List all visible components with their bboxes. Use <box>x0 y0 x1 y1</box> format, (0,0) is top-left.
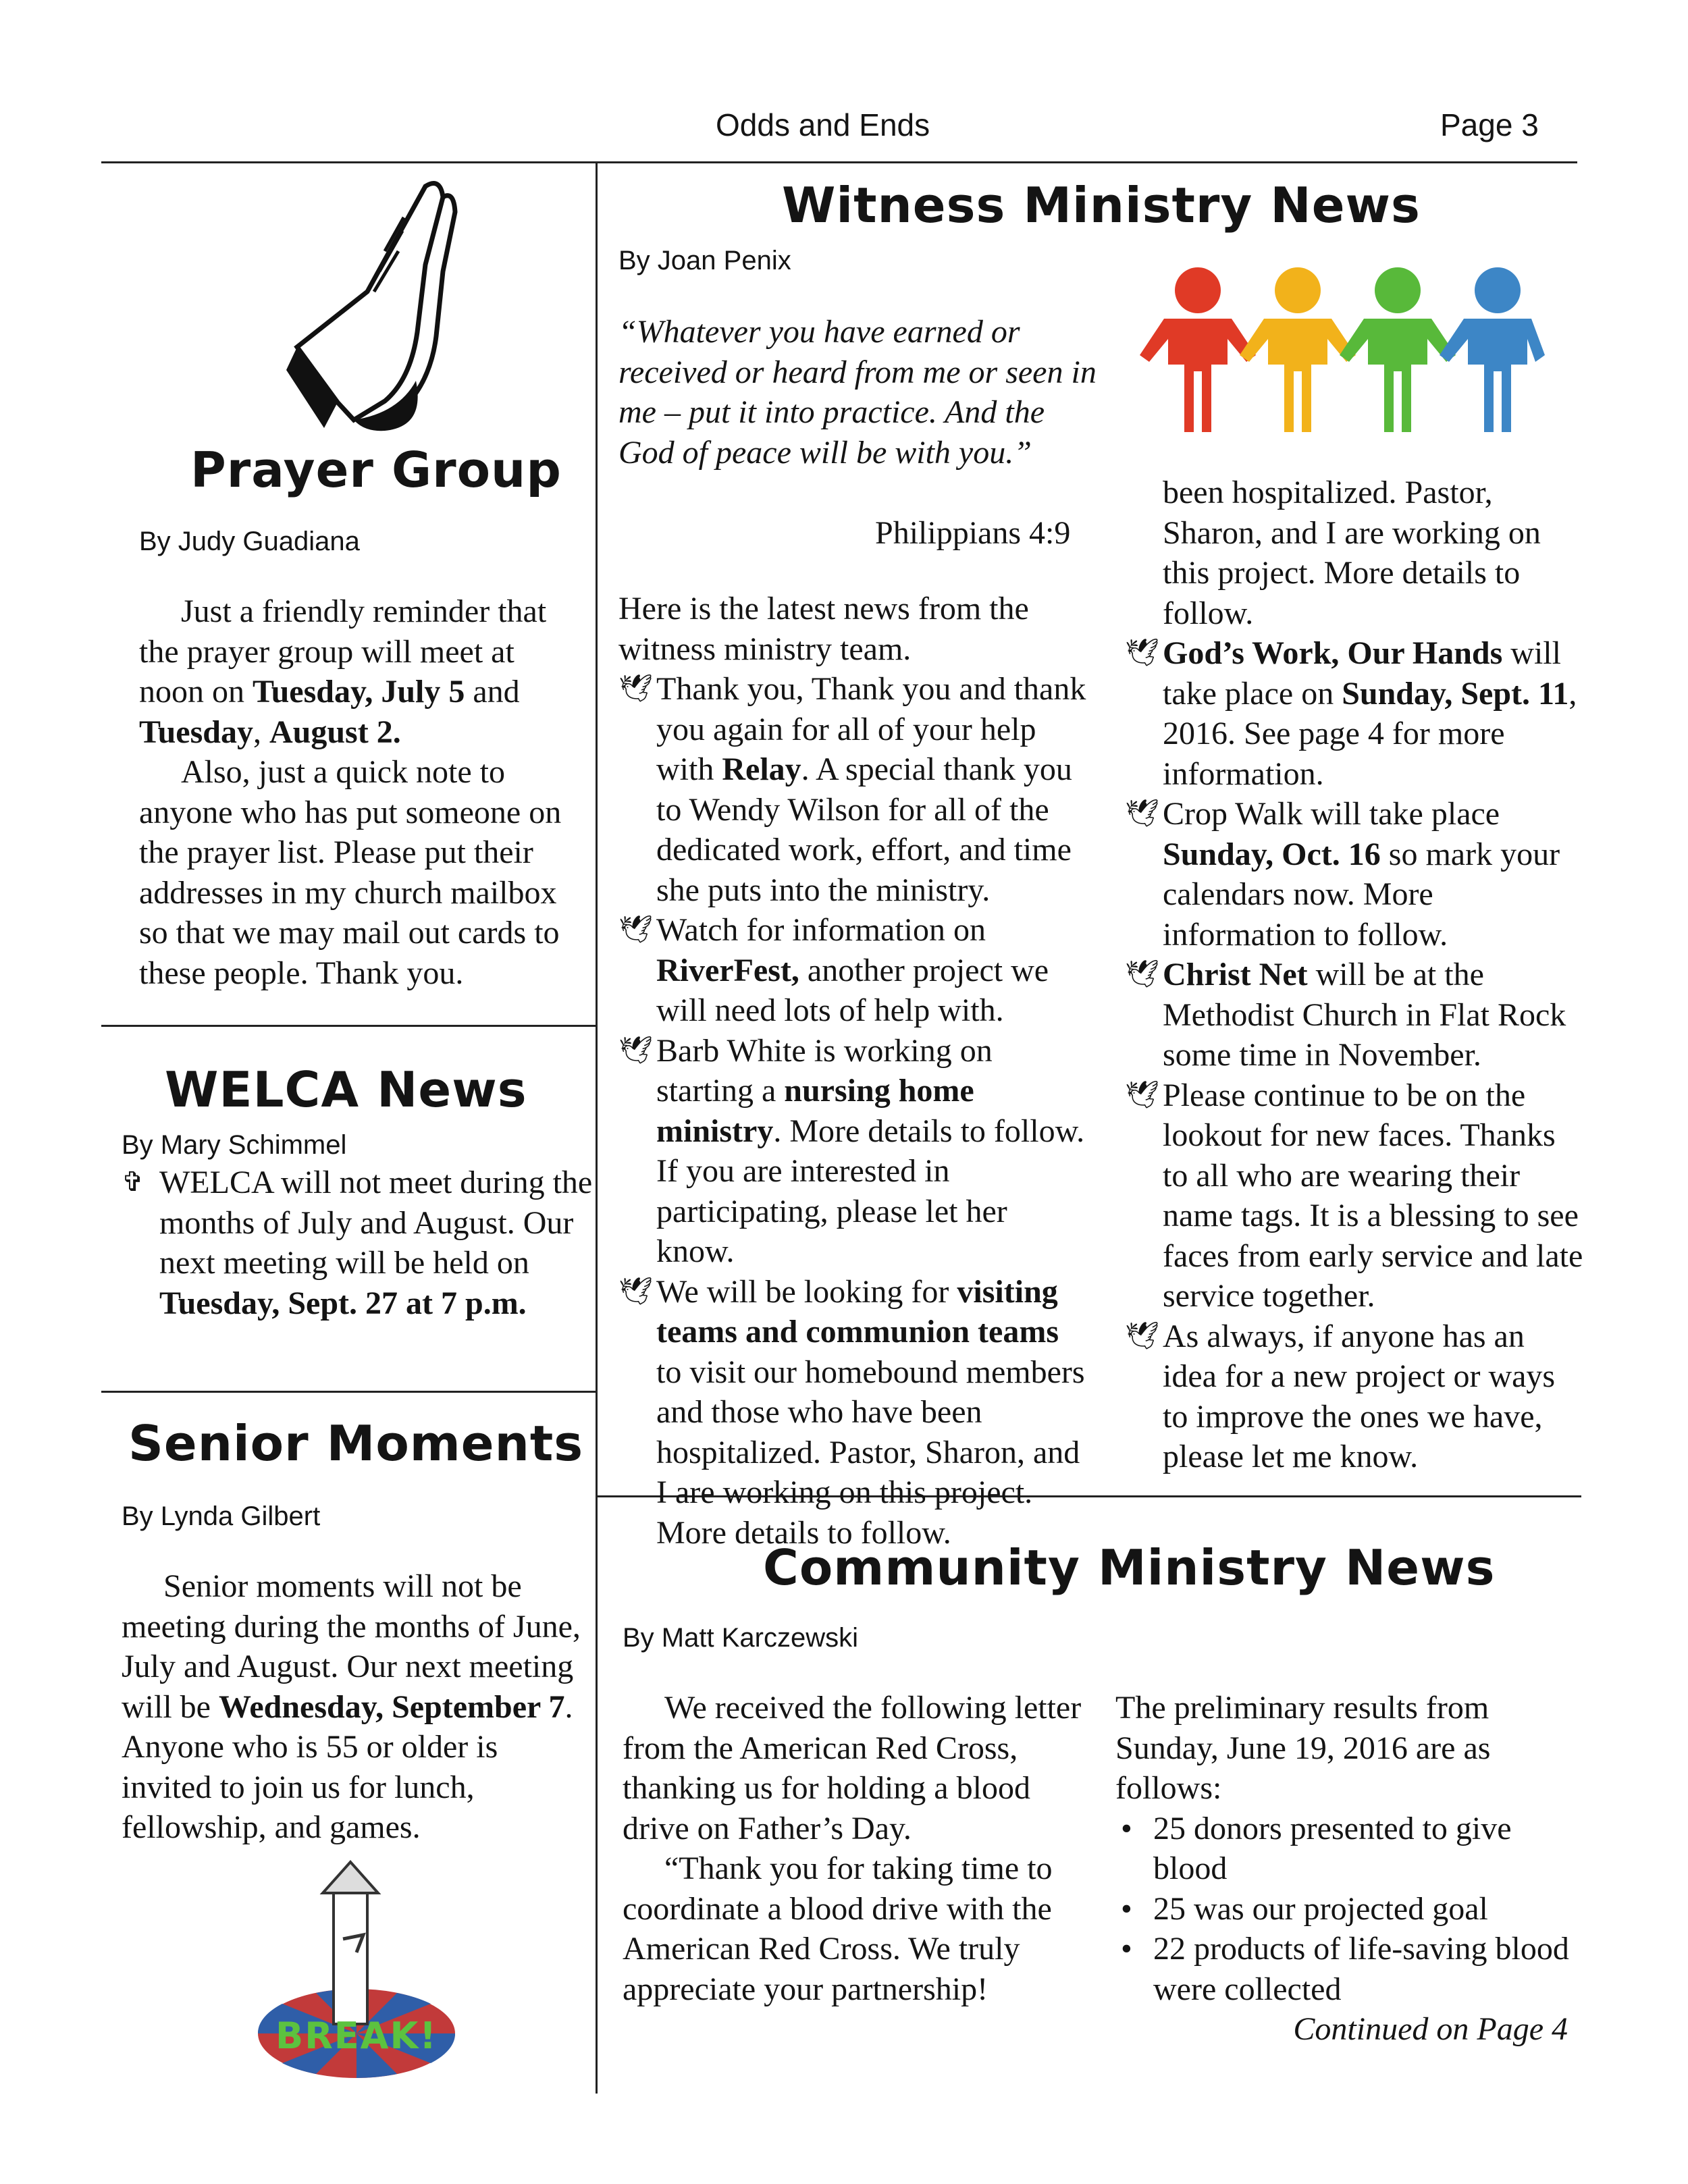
dove-bullet-icon: 🕊 <box>1125 1079 1159 1111</box>
dove-bullet-icon: 🕊 <box>618 1034 653 1066</box>
witness-right-column <box>1125 473 1584 1477</box>
witness-byline: By Joan Penix <box>618 246 791 275</box>
list-item: 🕊 We will be looking for visiting teams and communion teams to visit our homebound members and those who have been hospitalized. Pastor, Sharon, and I are working on this project. More details to follow. <box>618 1272 1091 1433</box>
witness-left-column <box>618 589 1091 1551</box>
list-item: 🕊 As always, if anyone has an idea for a new project or ways to improve the ones we have, please let me know. <box>1125 1316 1584 1477</box>
column-divider <box>596 163 598 2094</box>
continued-note: Continued on Page 4 <box>1293 2011 1568 2047</box>
senior-title: Senior Moments <box>128 1415 584 1472</box>
welca-byline: By Mary Schimmel <box>122 1130 347 1160</box>
welca-senior-rule <box>101 1391 596 1393</box>
dove-bullet-icon: 🕊 <box>1125 798 1159 829</box>
prayer-body: Just a friendly reminder that the prayer group will meet at noon on Tuesday, July 5 and Tuesday, August 2. Also, just a quick note to anyone who has put someone on the prayer list. Please put their addresses in my church mailbox so that we may mail out cards to these people. Thank you. <box>139 593 562 991</box>
witness-intro: Here is the latest news from the witness ministry team. <box>618 591 1029 667</box>
list-item: 🕊 Watch for information on RiverFest, another project we will need lots of help with. <box>618 910 1091 1031</box>
witness-quote: “Whatever you have earned or received or heard from me or seen in me – put it into practice. And the God of peace will be with you.” <box>618 314 1097 471</box>
list-item: 🕊 God’s Work, Our Hands will take place on Sunday, Sept. 11, 2016. See page 4 for more information. <box>1125 633 1584 794</box>
prayer-welca-rule <box>101 1025 596 1027</box>
welca-body: ✞ WELCA will not meet during the months of July and August. Our next meeting will be held on Tuesday, Sept. 27 at 7 p.m. <box>122 1163 594 1323</box>
praying-hands-icon <box>284 177 466 433</box>
prayer-title: Prayer Group <box>190 442 562 498</box>
dove-bullet-icon: 🕊 <box>1125 1320 1159 1352</box>
bullet-dot: • <box>1121 1810 1132 1846</box>
page-number: Page 3 <box>1440 107 1539 142</box>
dove-bullet-icon: 🕊 <box>618 914 653 945</box>
list-item: • 25 was our projected goal <box>1115 1889 1581 1929</box>
header-rule <box>101 161 1577 163</box>
community-left-column: We received the following letter from the American Red Cross, thanking us for holding a blood drive on Father’s Day. “Thank you for taking time to coordinate a blood drive with the American Red Cross. We truly appreciate your partnership! <box>623 1690 1082 2007</box>
cross-bullet-icon: ✞ <box>122 1167 144 1198</box>
welca-title: WELCA News <box>165 1061 527 1118</box>
senior-byline: By Lynda Gilbert <box>122 1501 321 1531</box>
list-item: 🕊 Christ Net will be at the Methodist Church in Flat Rock some time in November. <box>1125 955 1584 1075</box>
witness-citation: Philippians 4:9 <box>875 515 1071 551</box>
community-right-column: The preliminary results from Sunday, June 19, 2016 are as follows: • 25 donors presented to give blood • 25 was our projected goal • 22 products of life-saving blood were collected Continued on Page 4 <box>1115 1688 1581 2050</box>
dove-bullet-icon: 🕊 <box>618 673 653 704</box>
witness-title: Witness Ministry News <box>782 177 1421 234</box>
community-title: Community Ministry News <box>763 1539 1496 1596</box>
list-item: • 22 products of life-saving blood were collected <box>1115 1929 1581 2009</box>
senior-body: Senior moments will not be meeting during the months of June, July and August. Our next meeting will be Wednesday, September 7. Anyone who is 55 or older is invited to join us for lunch, fellowship, and games. <box>122 1568 581 1845</box>
bullet-dot: • <box>1121 1890 1132 1927</box>
list-item: 🕊 Please continue to be on the lookout for new faces. Thanks to all who are wearing their name tags. It is a blessing to see faces from early service and late service together. <box>1125 1075 1584 1316</box>
break-label: BREAK! <box>275 2015 438 2057</box>
dove-bullet-icon: 🕊 <box>1125 637 1159 668</box>
dove-bullet-icon: 🕊 <box>618 1275 653 1307</box>
prayer-byline: By Judy Guadiana <box>139 527 360 556</box>
list-item: • 25 donors presented to give blood <box>1115 1809 1581 1889</box>
dove-bullet-icon: 🕊 <box>1125 959 1159 990</box>
list-item: 🕊 Crop Walk will take place Sunday, Oct. 16 so mark your calendars now. More information to follow. <box>1125 794 1584 955</box>
break-clipart <box>255 1858 458 2081</box>
community-byline: By Matt Karczewski <box>623 1623 858 1653</box>
bullet-dot: • <box>1121 1931 1132 1967</box>
section-title: Odds and Ends <box>716 107 930 142</box>
list-item: 🕊 Barb White is working on starting a nursing home ministry. More details to follow. If you are interested in participating, please let her know. <box>618 1031 1091 1272</box>
list-item: 🕊 Thank you, Thank you and thank you again for all of your help with Relay. A special thank you to Wendy Wilson for all of the dedicated work, effort, and time she puts into the ministry. <box>618 669 1091 910</box>
list-item-continued: been hospitalized. Pastor, Sharon, and I are working on this project. More details to follow. <box>1163 475 1541 631</box>
people-figures-icon <box>1141 263 1546 439</box>
